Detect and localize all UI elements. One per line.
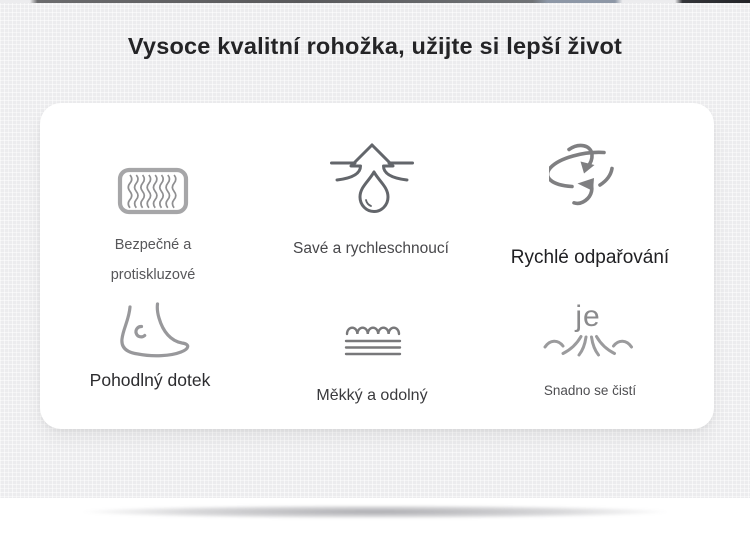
top-edge-strip	[0, 0, 750, 3]
absorb-arrow-droplet-icon	[330, 143, 414, 213]
rotate-3d-icon	[549, 142, 615, 208]
water-splash-icon	[542, 334, 634, 360]
feature-label-line2: protiskluzové	[110, 267, 196, 283]
anti-slip-mat-icon	[117, 167, 189, 215]
feature-label: Snadno se čistí	[543, 383, 637, 398]
feature-label: Měkký a odolný	[316, 387, 428, 404]
feature-label: Rychlé odpařování	[510, 247, 670, 268]
mat-layers-icon	[343, 323, 403, 359]
feature-label	[111, 230, 196, 290]
feature-label-line1: Bezpečné a	[114, 237, 192, 253]
feature-label: Pohodlný dotek	[89, 370, 211, 390]
page-curl-shadow	[15, 505, 735, 522]
easy-clean-icon-text: je	[575, 300, 601, 333]
page-title: Vysoce kvalitní rohožka, užijte si lepší život	[127, 33, 623, 59]
features-card	[40, 103, 714, 429]
bottom-page-divider	[0, 498, 750, 534]
foot-icon	[115, 302, 195, 360]
feature-label: Savé a rychleschnoucí	[293, 240, 449, 257]
